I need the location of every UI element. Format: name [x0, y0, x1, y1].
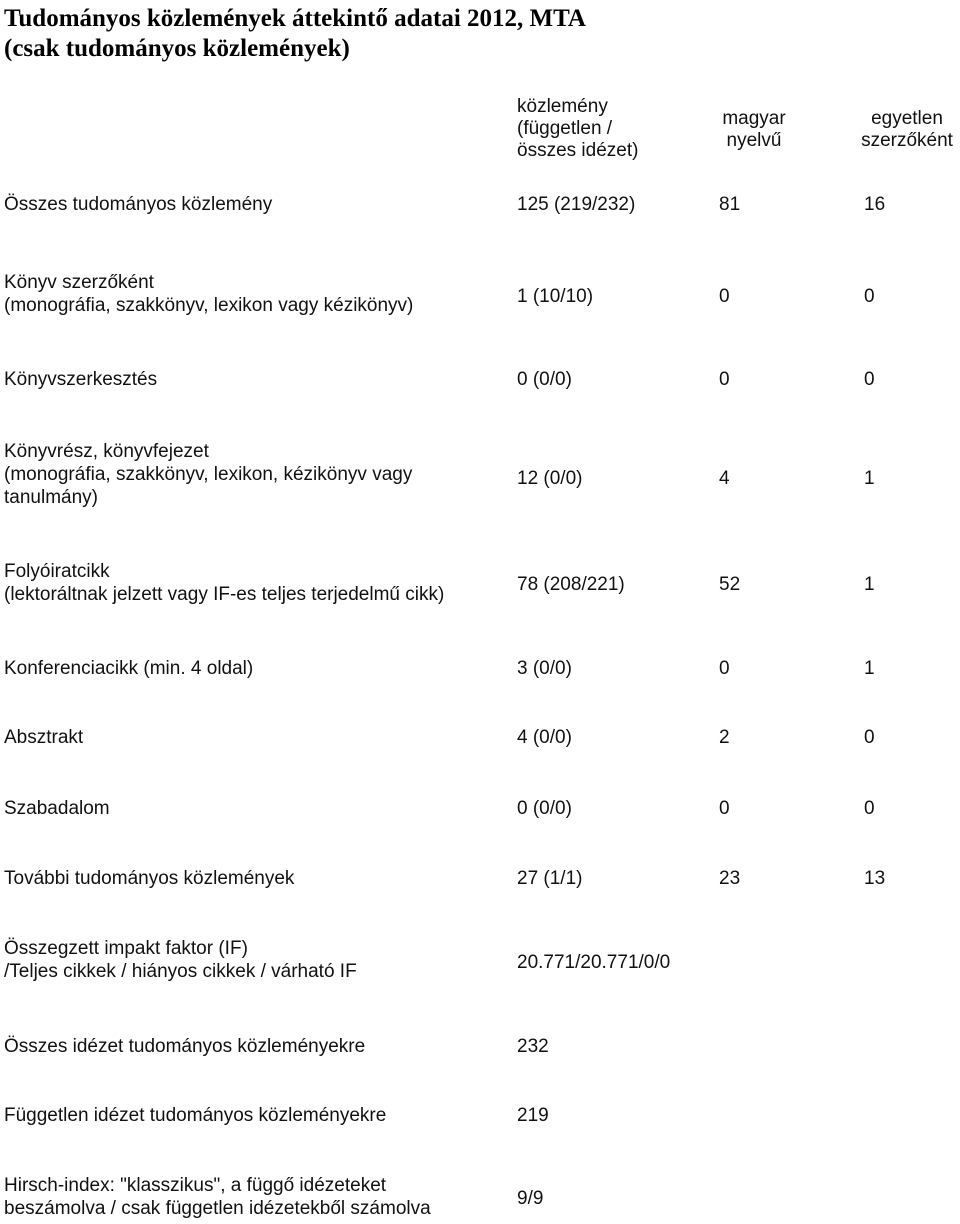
cell-hirsch-index: 9/9 — [517, 1188, 544, 1209]
row-label-line: Könyv szerzőként — [4, 272, 154, 293]
row-label-line: Szabadalom — [4, 798, 110, 819]
cell-hungarian: 2 — [719, 727, 730, 748]
row-label — [4, 193, 272, 216]
row-label-line: (monográfia, szakkönyv, lexikon vagy kézikönyv) — [4, 295, 414, 316]
row-label — [4, 937, 357, 983]
cell-publications: 4 (0/0) — [517, 727, 572, 748]
row-label-line: Absztrakt — [4, 727, 84, 748]
row-label — [4, 726, 83, 749]
cell-hungarian: 0 — [719, 286, 730, 307]
row-label-line: tanulmány) — [4, 487, 98, 508]
column-header-publications-line: (független / — [517, 118, 613, 139]
cell-impact-factor: 20.771/20.771/0/0 — [517, 952, 671, 973]
row-label-line: Könyvrész, könyvfejezet — [4, 441, 209, 462]
cell-single-author: 0 — [864, 727, 875, 748]
row-label — [4, 1104, 386, 1127]
row-label — [4, 797, 110, 820]
column-header-publications — [508, 96, 649, 162]
cell-single-author: 0 — [864, 286, 875, 307]
title-line-1: Tudományos közlemények áttekintő adatai 2012, MTA — [4, 5, 586, 32]
row-label-line: Összes tudományos közlemény — [4, 194, 273, 215]
row-label-line: Összegzett impakt faktor (IF) — [4, 938, 248, 959]
column-header-publications-line: összes idézet) — [517, 140, 639, 161]
cell-publications: 27 (1/1) — [517, 868, 583, 889]
title-line-2: (csak tudományos közlemények) — [4, 35, 350, 62]
row-label — [4, 1035, 365, 1058]
cell-publications: 3 (0/0) — [517, 658, 572, 679]
column-header-publications-line: közlemény — [517, 96, 608, 117]
row-label-line: beszámolva / csak független idézetekből számolva — [4, 1198, 431, 1219]
cell-hungarian: 0 — [719, 658, 730, 679]
row-label — [4, 440, 412, 509]
row-label — [4, 657, 253, 680]
row-label — [4, 368, 157, 391]
cell-single-author: 0 — [864, 369, 875, 390]
row-label-line: /Teljes cikkek / hiányos cikkek / várható IF — [4, 961, 357, 982]
cell-publications: 0 (0/0) — [517, 798, 572, 819]
cell-hungarian: 23 — [719, 868, 741, 889]
row-label-line: (monográfia, szakkönyv, lexikon, kézikönyv vagy — [4, 464, 413, 485]
cell-publications: 125 (219/232) — [517, 194, 636, 215]
row-label — [4, 560, 444, 606]
row-label-line: További tudományos közlemények — [4, 868, 295, 889]
page-title — [4, 4, 586, 64]
cell-publications: 78 (208/221) — [517, 574, 625, 595]
column-header-single-author — [852, 108, 960, 152]
row-label-line: Könyvszerkesztés — [4, 369, 158, 390]
column-header-single-author-line: szerzőként — [861, 130, 953, 151]
cell-independent-citations: 219 — [517, 1105, 549, 1126]
cell-hungarian: 52 — [719, 574, 741, 595]
cell-single-author: 16 — [864, 194, 886, 215]
cell-single-author: 0 — [864, 798, 875, 819]
cell-publications: 0 (0/0) — [517, 369, 572, 390]
cell-hungarian: 0 — [719, 798, 730, 819]
row-label — [4, 867, 294, 890]
row-label-line: Független idézet tudományos közleményekre — [4, 1105, 387, 1126]
row-label-line: (lektoráltnak jelzett vagy IF-es teljes terjedelmű cikk) — [4, 584, 445, 605]
cell-publications: 1 (10/10) — [517, 286, 594, 307]
column-header-single-author-line: egyetlen — [871, 108, 943, 129]
row-label — [4, 1174, 431, 1220]
cell-single-author: 1 — [864, 468, 875, 489]
row-label-line: Hirsch-index: "klasszikus", a függő idézeteket — [4, 1175, 387, 1196]
cell-publications: 12 (0/0) — [517, 468, 583, 489]
column-header-hungarian-line: magyar — [722, 108, 786, 129]
cell-hungarian: 81 — [719, 194, 741, 215]
row-label — [4, 271, 413, 317]
column-header-hungarian-line: nyelvű — [726, 130, 782, 151]
cell-hungarian: 4 — [719, 468, 730, 489]
row-label-line: Konferenciacikk (min. 4 oldal) — [4, 658, 254, 679]
row-label-line: Összes idézet tudományos közleményekre — [4, 1036, 366, 1057]
cell-total-citations: 232 — [517, 1036, 549, 1057]
cell-hungarian: 0 — [719, 369, 730, 390]
cell-single-author: 13 — [864, 868, 886, 889]
cell-single-author: 1 — [864, 658, 875, 679]
row-label-line: Folyóiratcikk — [4, 561, 110, 582]
column-header-hungarian — [700, 108, 808, 152]
cell-single-author: 1 — [864, 574, 875, 595]
